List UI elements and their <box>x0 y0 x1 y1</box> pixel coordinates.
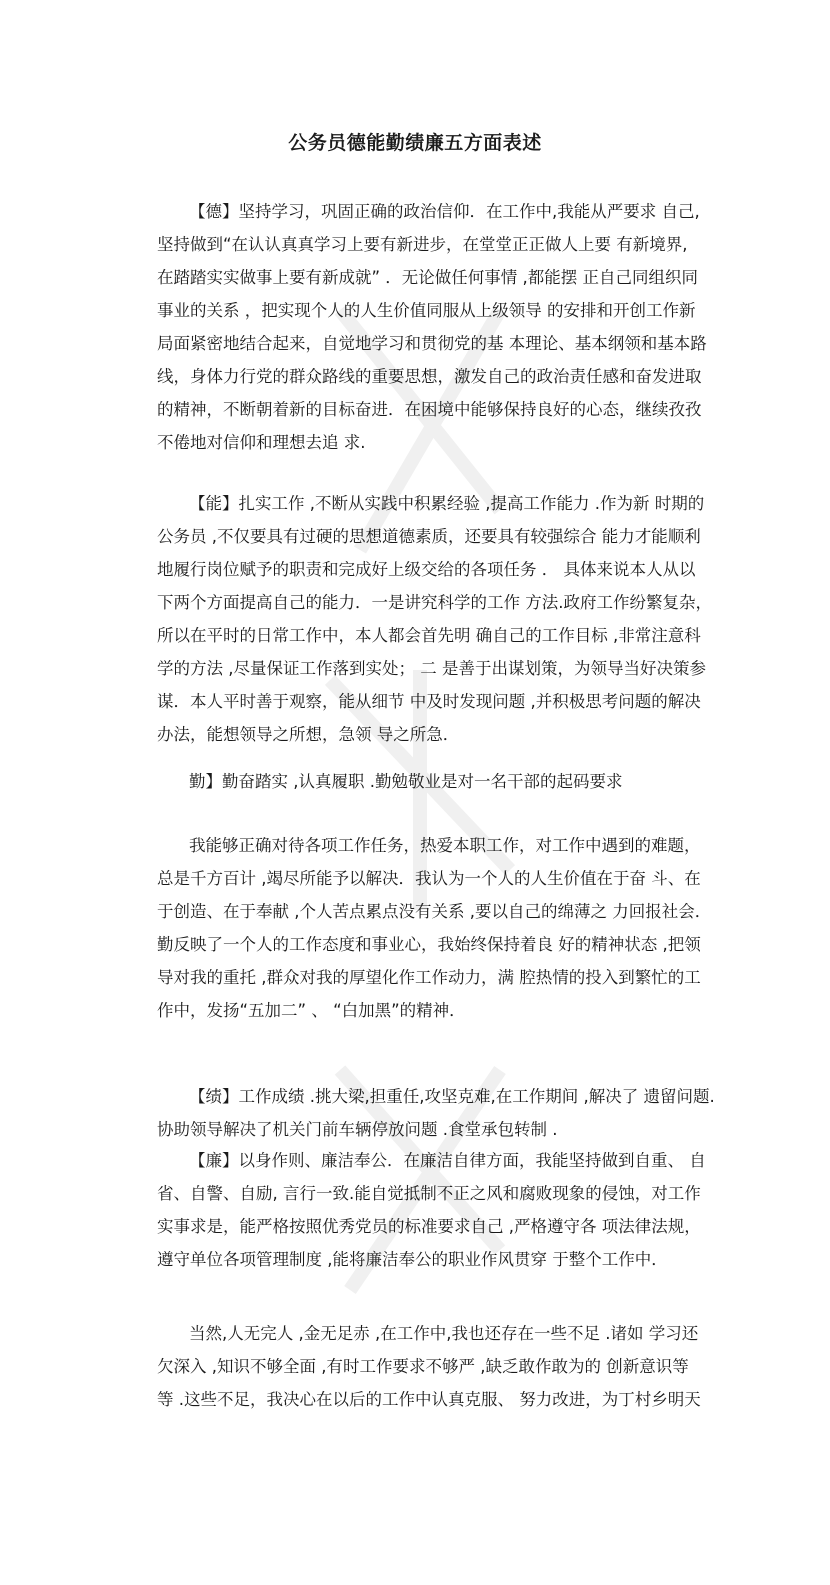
text-line: 局面紧密地结合起来，自觉地学习和贯彻党的基 本理论、基本纲领和基本路 <box>157 334 707 353</box>
text-line: 线，身体力行党的群众路线的重要思想，激发自己的政治责任感和奋发进取 <box>157 367 702 386</box>
text-line: 当然,人无完人 ,金无足赤 ,在工作中,我也还存在一些不足 .诸如 学习还 <box>189 1324 699 1343</box>
paragraph-qin-heading <box>157 765 697 798</box>
paragraph-lian <box>157 1144 706 1276</box>
text-line: 办法，能想领导之所想，急领 导之所急． <box>157 725 460 744</box>
text-line: 勤反映了一个人的工作态度和事业心，我始终保持着良 好的精神状态 ,把领 <box>157 935 701 954</box>
text-line: 遵守单位各项管理制度 ,能将廉洁奉公的职业作风贯穿 于整个工作中． <box>157 1250 668 1269</box>
text-line: 谋．本人平时善于观察，能从细节 中及时发现问题 ,并积极思考问题的解决 <box>157 692 701 711</box>
text-line: 不倦地对信仰和理想去追 求. <box>157 433 366 452</box>
text-line: 地履行岗位赋予的职责和完成好上级交给的各项任务 ． 具体来说本人从以 <box>157 560 696 579</box>
text-line: 【能】扎实工作 ,不断从实践中积累经验 ,提高工作能力 .作为新 时期的 <box>189 494 705 513</box>
text-line: 事业的关系 ，把实现个人的人生价值同服从上级领导 的安排和开创工作新 <box>157 301 696 320</box>
paragraph-shortcomings <box>157 1317 701 1416</box>
paragraph-de <box>157 195 707 459</box>
text-line: 协助领导解决了机关门前车辆停放问题 .食堂承包转制 . <box>157 1120 558 1139</box>
text-line: 勤】勤奋踏实 ,认真履职 .勤勉敬业是对一名干部的起码要求 <box>189 772 623 791</box>
text-line: 导对我的重托 ,群众对我的厚望化作工作动力，满 腔热情的投入到繁忙的工 <box>157 968 701 987</box>
paragraph-ji <box>157 1080 715 1146</box>
document-title: 公务员德能勤绩廉五方面表述 <box>288 132 542 154</box>
text-line: 总是千方百计 ,竭尽所能予以解决．我认为一个人的人生价值在于奋 斗、在 <box>157 869 701 888</box>
text-line: 作中，发扬“五加二” 、 “白加黑”的精神． <box>157 1001 466 1020</box>
text-line: 所以在平时的日常工作中，本人都会首先明 确自己的工作目标 ,非常注意科 <box>157 626 701 645</box>
paragraph-neng <box>157 487 712 751</box>
text-line: 坚持做到“在认认真真学习上要有新进步，在堂堂正正做人上要 有新境界, <box>157 235 688 254</box>
text-line: 公务员 ,不仅要具有过硬的思想道德素质，还要具有较强综合 能力才能顺利 <box>157 527 701 546</box>
text-line: 【绩】工作成绩 .挑大梁,担重任,攻坚克难,在工作期间 ,解决了 遗留问题. <box>189 1087 715 1106</box>
text-line: 【廉】以身作则、廉洁奉公．在廉洁自律方面，我能坚持做到自重、 自 <box>189 1151 706 1170</box>
text-line: 学的方法 ,尽量保证工作落到实处； 二 是善于出谋划策，为领导当好决策参 <box>157 659 706 678</box>
text-line: 等 .这些不足，我决心在以后的工作中认真克服、 努力改进，为丁村乡明天 <box>157 1390 701 1409</box>
text-line: 省、自警、自励, 言行一致.能自觉抵制不正之风和腐败现象的侵蚀，对工作 <box>157 1184 701 1203</box>
text-line: 我能够正确对待各项工作任务，热爱本职工作，对工作中遇到的难题， <box>189 836 701 855</box>
text-line: 于创造、在于奉献 ,个人苦点累点没有关系 ,要以自己的绵薄之 力回报社会． <box>157 902 712 921</box>
text-line: 下两个方面提高自己的能力．一是讲究科学的工作 方法.政府工作纷繁复杂， <box>157 593 712 612</box>
text-line: 实事求是，能严格按照优秀党员的标准要求自己 ,严格遵守各 项法律法规， <box>157 1217 701 1236</box>
text-line: 欠深入 ,知识不够全面 ,有时工作要求不够严 ,缺乏敢作敢为的 创新意识等 <box>157 1357 689 1376</box>
text-line: 【德】坚持学习，巩固正确的政治信仰．在工作中,我能从严要求 自己, <box>189 202 700 221</box>
text-line: 在踏踏实实做事上要有新成就” ．无论做任何事情 ,都能摆 正自己同组织同 <box>157 268 699 287</box>
text-line: 的精神，不断朝着新的目标奋进．在困境中能够保持良好的心态，继续孜孜 <box>157 400 702 419</box>
paragraph-qin <box>157 829 712 1027</box>
